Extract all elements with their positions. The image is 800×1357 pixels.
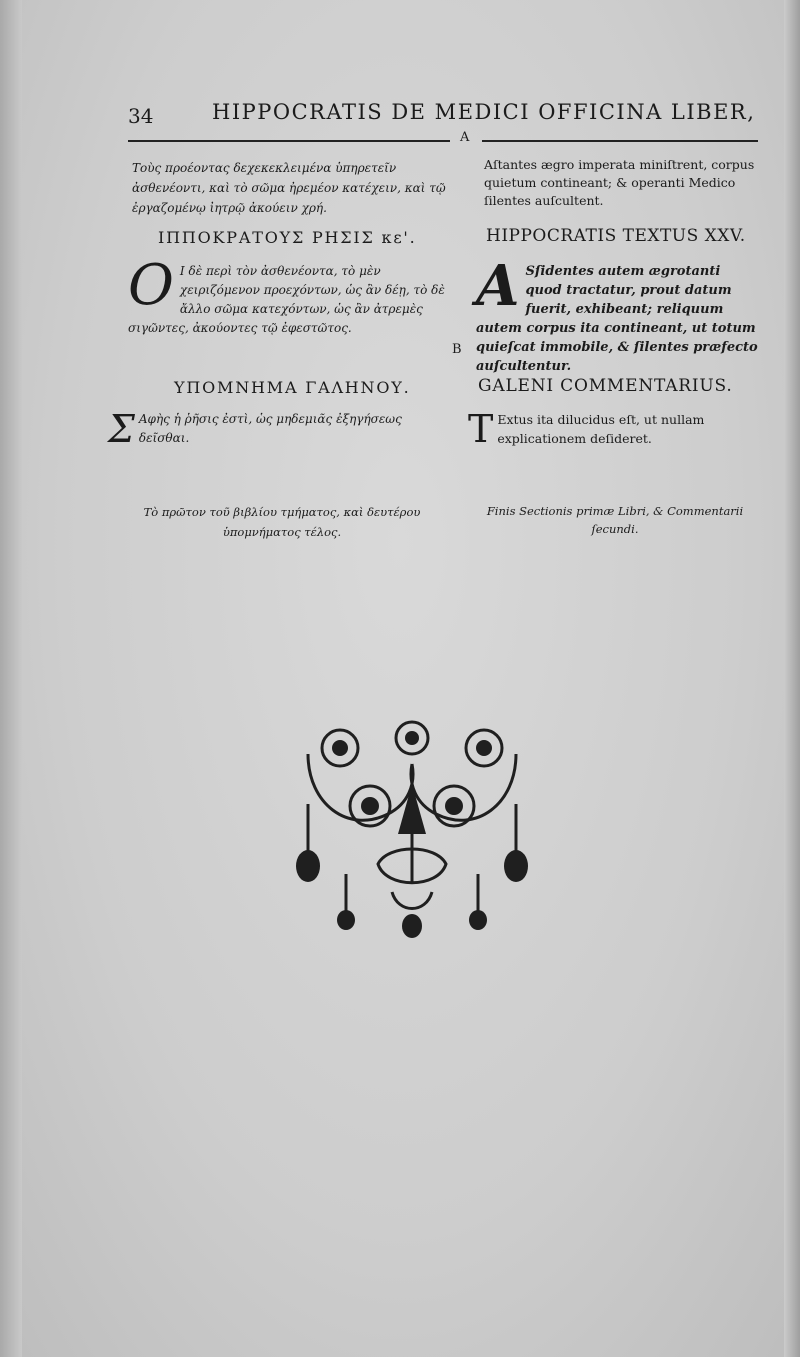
latin-aphorism-top: Aſtantes ægro imperata miniſtrent, corpus quietum contineant; & operanti Medico ſilentes auſcultent. bbox=[484, 157, 755, 208]
floral-tailpiece-icon bbox=[288, 714, 536, 940]
latin-commentary-body bbox=[468, 407, 760, 451]
page-edge-right bbox=[784, 0, 800, 1357]
latin-section-end: Finis Sectionis primæ Libri, & Commentarii ſecundi. bbox=[486, 504, 744, 536]
page-number: 34 bbox=[128, 104, 154, 128]
latin-commentary-paragraph: Extus ita dilucidus eſt, ut nullam explicationem deſideret. bbox=[497, 412, 705, 446]
greek-section-end: Τὸ πρῶτον τοῦ βιβλίου τμήματος, καὶ δευτέρου ὑπομνήματος τέλος. bbox=[143, 505, 421, 539]
latin-commentary-heading: GALENI COMMENTARIUS. bbox=[478, 376, 733, 396]
greek-commentary-body bbox=[108, 407, 448, 451]
greek-commentary-heading: ΥΠΟΜΝΗΜΑ ΓΑΛΗΝΟΥ. bbox=[174, 378, 411, 397]
header-rule-right bbox=[482, 140, 758, 142]
greek-commentary-paragraph: Αφὴς ἡ ῥῆσις ἐστὶ, ὡς μηδεμιᾶς ἐξηγήσεως δεῖσθαι. bbox=[138, 412, 402, 445]
header-rule-left bbox=[128, 140, 450, 142]
running-title: HIPPOCRATIS DE MEDICI OFFICINA LIBER, bbox=[212, 100, 756, 124]
greek-drop-initial: O bbox=[128, 253, 174, 318]
latin-text-paragraph: Sſidentes autem ægrotanti quod tractatur, prout datum fuerit, exhibeant; reliquum autem corpus ita contineant, ut totum quieſcat immobile, & ſilentes præfecto auſcultentur. bbox=[476, 264, 758, 374]
latin-commentary-initial: T bbox=[468, 407, 494, 451]
greek-text-body bbox=[128, 253, 446, 338]
section-marker-b: B bbox=[452, 342, 462, 357]
greek-text-paragraph: Ι δὲ περὶ τὸν ἀσθενέοντα, τὸ μὲν χειριζόμενον προεχόντων, ὡς ἂν δέῃ, τὸ δὲ ἄλλο σῶμα κατεχόντων, ὡς ἂν ἀτρεμὲς σιγῶντες, ἀκούοντες τῷ ἐφεστῶτος. bbox=[128, 264, 445, 335]
section-marker-a: A bbox=[460, 130, 470, 145]
greek-text-heading: ΙΠΠΟΚΡΑΤΟΥΣ ΡΗΣΙΣ κε'. bbox=[158, 228, 417, 247]
latin-drop-initial: A bbox=[476, 253, 520, 319]
page-edge-left bbox=[0, 0, 22, 1357]
greek-aphorism-top: Τοὺς προέοντας δεχεκεκλειμένα ὑπηρετεῖν ἀσθενέοντι, καὶ τὸ σῶμα ἠρεμέον κατέχειν, καὶ τῷ ἐργαζομένῳ ἰητρῷ ἀκούειν χρή. bbox=[132, 161, 446, 215]
latin-text-heading: HIPPOCRATIS TEXTUS XXV. bbox=[486, 226, 746, 246]
latin-text-body bbox=[476, 253, 760, 376]
greek-commentary-initial: Σ bbox=[108, 407, 135, 451]
